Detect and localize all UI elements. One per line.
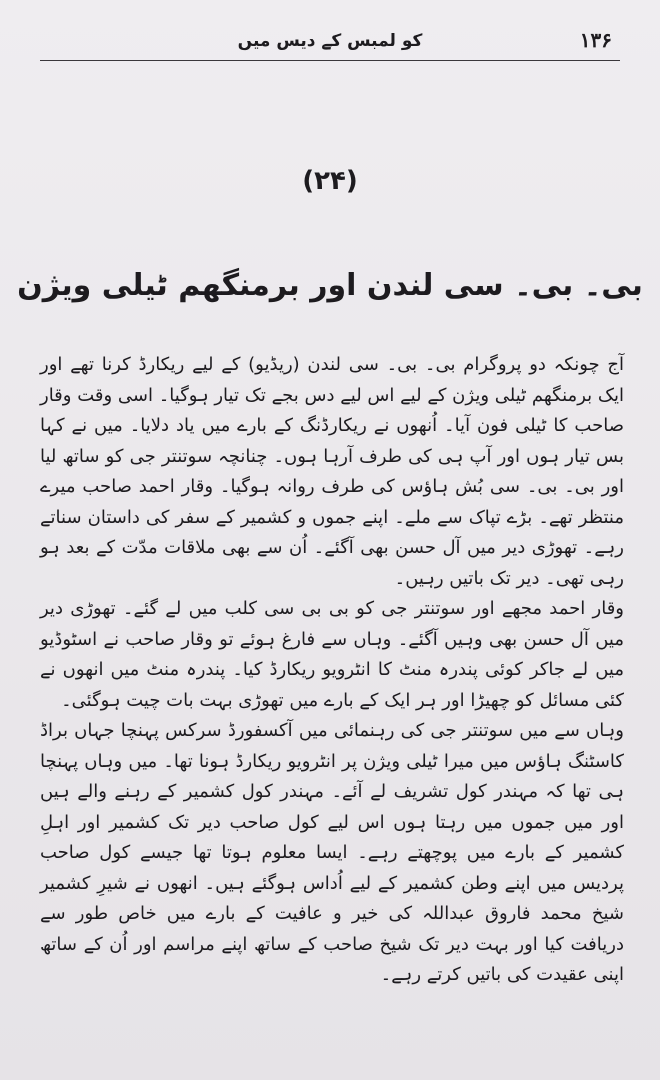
body-text: [40, 350, 624, 991]
page-header: [40, 26, 620, 61]
chapter-title: بی۔ بی۔ سی لندن اور برمنگھم ٹیلی ویژن: [17, 268, 643, 303]
chapter-number: (۲۴): [302, 166, 358, 196]
paragraph-1: آج چونکہ دو پروگرام بی۔ بی۔ سی لندن (ریڈیو) کے لیے ریکارڈ کرنا تھے اور ایک برمنگھم ٹیلی ویژن کے لیے اس لیے دس بجے تک تیار ہوگیا۔ اسی وقت وقار صاحب کا ٹیلی فون آیا۔ اُنھوں نے ریکارڈنگ کے بارے میں یاد دلایا۔ میں نے کہا بس تیار ہوں اور آپ ہی کی طرف آرہا ہوں۔ چنانچہ سوتنتر جی کو ساتھ لیا اور بی۔ بی۔ سی بُش ہاؤس کی طرف روانہ ہوگیا۔ وقار احمد صاحب میرے منتظر تھے۔ بڑے تپاک سے ملے۔ اپنے جموں و کشمیر کے سفر کی داستان سناتے رہے۔ تھوڑی دیر میں آل حسن بھی آگئے۔ اُن سے بھی ملاقات مدّت کے بعد ہو رہی تھی۔ دیر تک باتیں رہیں۔: [40, 354, 624, 589]
paragraph-2: وقار احمد مجھے اور سوتنتر جی کو بی بی سی کلب میں لے گئے۔ تھوڑی دیر میں آل حسن بھی وہیں آگئے۔ وہاں سے فارغ ہوئے تو وقار صاحب نے اسٹوڈیو میں لے جاکر کوئی پندرہ منٹ کا انٹرویو ریکارڈ کیا۔ پندرہ منٹ میں انھوں نے کئی مسائل کو چھیڑا اور ہر ایک کے بارے میں تھوڑی بہت بات چیت ہوگئی۔: [40, 598, 624, 711]
page-number: ۱۳۶: [579, 28, 612, 52]
paragraph-3: وہاں سے میں سوتنتر جی کی رہنمائی میں آکسفورڈ سرکس پہنچا جہاں براڈ کاسٹنگ ہاؤس میں میرا ٹیلی ویژن پر انٹرویو ریکارڈ ہونا تھا۔ میں وہاں پہنچا ہی تھا کہ مہندر کول تشریف لے آئے۔ مہندر کول کشمیر کے رہنے والے ہیں اور میں جموں میں رہتا ہوں اس لیے کول صاحب دیر تک کشمیر اور اہلِ کشمیر کے بارے میں پوچھتے رہے۔ ایسا معلوم ہوتا تھا جیسے کول صاحب پردیس میں اپنے وطن کشمیر کے لیے اُداس ہوگئے ہیں۔ انھوں نے شیرِ کشمیر شیخ محمد فاروق عبداللہ کی خیر و عافیت کے بارے میں خاص طور سے دریافت کیا اور بہت دیر تک شیخ صاحب کے ساتھ اپنے مراسم اور اُن کے ساتھ اپنی عقیدت کی باتیں کرتے رہے۔: [40, 720, 624, 985]
running-head: کو لمبس کے دیس میں: [237, 31, 423, 51]
